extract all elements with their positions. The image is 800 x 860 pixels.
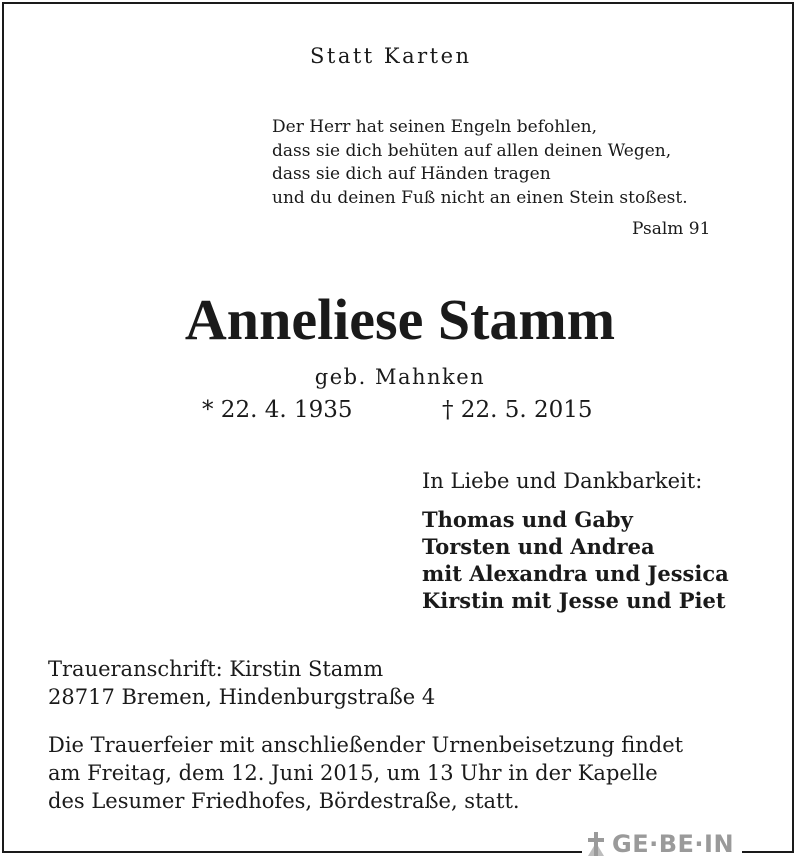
bible-verse [272, 116, 688, 210]
service-line: am Freitag, dem 12. Juni 2015, um 13 Uhr in der Kapelle [48, 761, 658, 785]
gebein-logo-text: GE·BE·IN [612, 830, 735, 858]
mourner-line: Thomas und Gaby [422, 507, 633, 532]
address-line: Traueranschrift: Kirstin Stamm [48, 657, 384, 681]
death-date: † 22. 5. 2015 [442, 397, 593, 423]
funeral-service-info [48, 731, 683, 815]
service-line: Die Trauerfeier mit anschließender Urnenbeisetzung findet [48, 733, 684, 757]
verse-line: dass sie dich auf Händen tragen [272, 164, 551, 184]
header-statt-karten: Statt Karten [310, 44, 472, 68]
mourner-line: Kirstin mit Jesse und Piet [422, 588, 726, 613]
address-line: 28717 Bremen, Hindenburgstraße 4 [48, 685, 436, 709]
gebein-logo [582, 829, 742, 859]
verse-line: und du deinen Fuß nicht an einen Stein stoßest. [272, 187, 688, 208]
verse-line: dass sie dich behüten auf allen deinen Wegen, [272, 140, 672, 161]
mourner-line: mit Alexandra und Jessica [422, 561, 729, 586]
service-line: des Lesumer Friedhofes, Bördestraße, statt. [48, 789, 520, 813]
mourners-intro: In Liebe und Dankbarkeit: [422, 469, 703, 493]
mourners-list [422, 506, 729, 614]
birth-date: * 22. 4. 1935 [202, 397, 353, 423]
maiden-name: geb. Mahnken [314, 365, 486, 389]
deceased-name: Anneliese Stamm [184, 287, 616, 352]
verse-source: Psalm 91 [632, 219, 711, 239]
verse-line: Der Herr hat seinen Engeln befohlen, [272, 117, 598, 137]
mourning-address [48, 655, 435, 711]
mourner-line: Torsten und Andrea [422, 534, 655, 559]
gebein-logo-icon [586, 832, 606, 856]
